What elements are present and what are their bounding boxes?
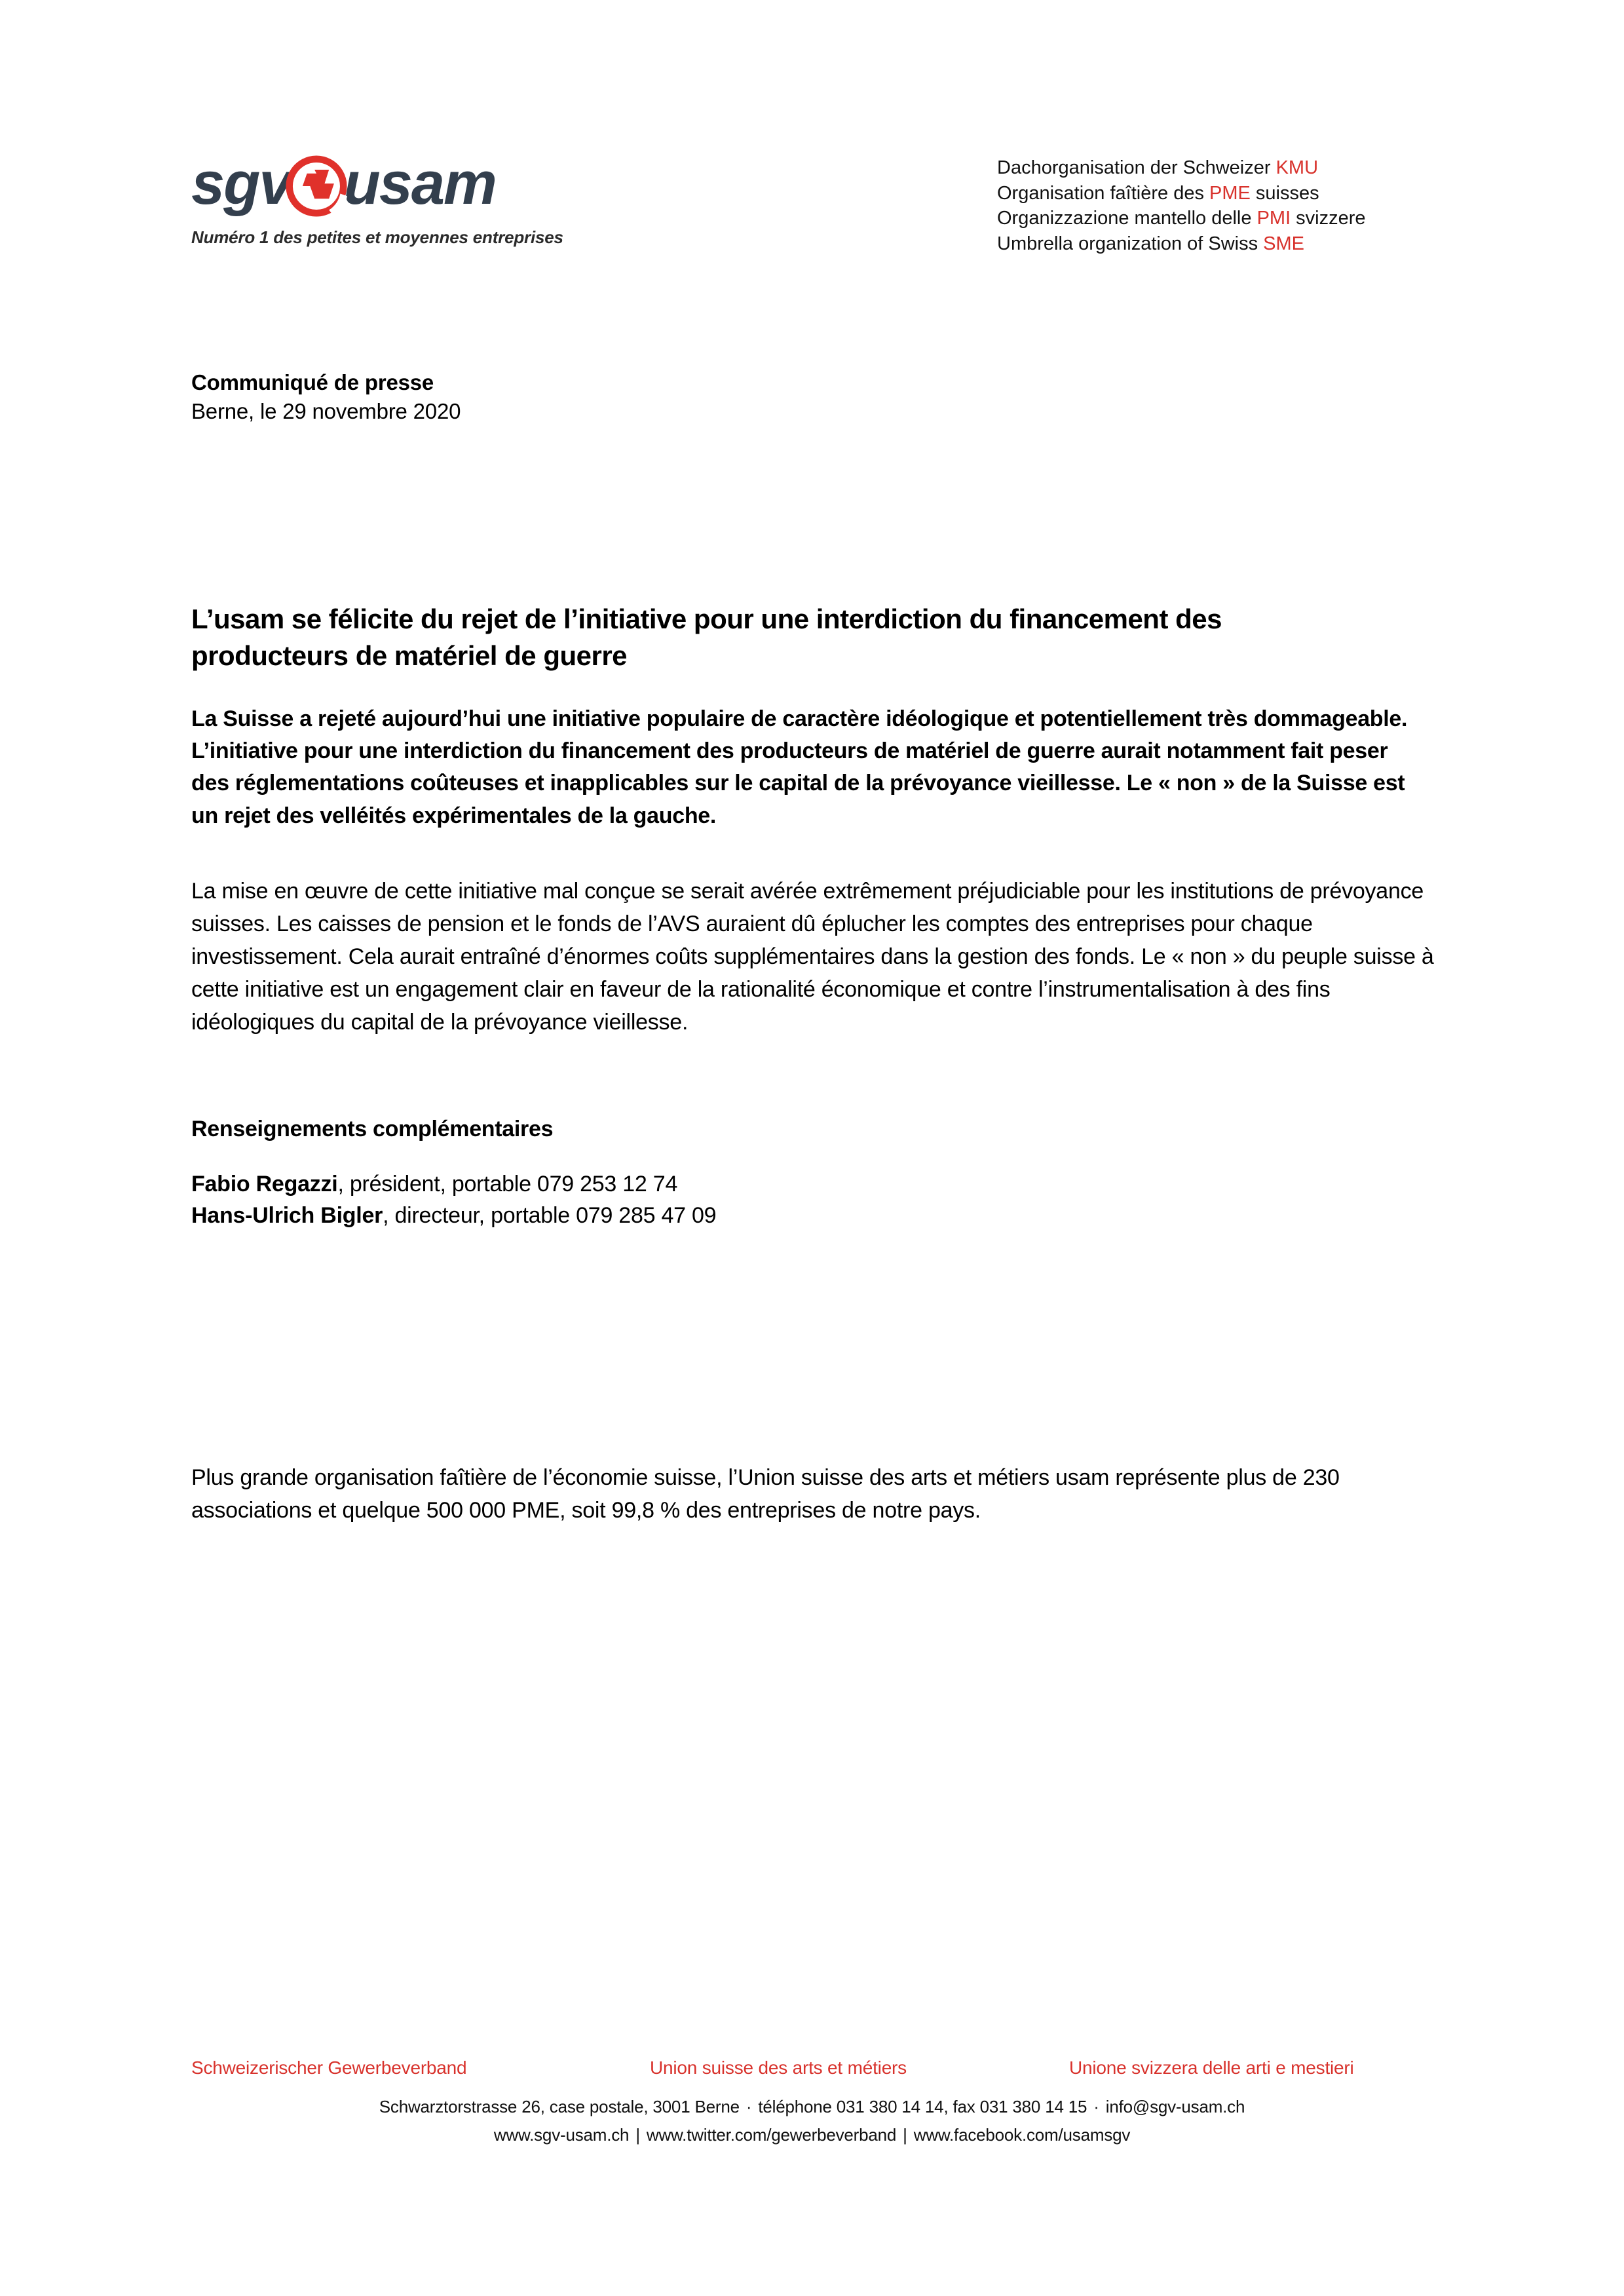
footer-link-separator: | xyxy=(635,2125,640,2145)
strapline-it-after: svizzere xyxy=(1291,208,1366,229)
strapline-it-acronym: PMI xyxy=(1256,208,1291,229)
logo-wordmark xyxy=(191,147,650,220)
document-type-label: Communiqué de presse xyxy=(191,370,434,394)
footer-phone-fax: téléphone 031 380 14 14, fax 031 380 14 15 xyxy=(758,2097,1087,2116)
swiss-cross-roundel-icon xyxy=(285,155,348,218)
language-strapline-block xyxy=(997,155,1366,256)
strapline-fr-before: Organisation faîtière des xyxy=(997,182,1210,204)
contact-section-heading: Renseignements complémentaires xyxy=(191,1116,554,1141)
organization-logo xyxy=(191,147,650,248)
lead-paragraph: La Suisse a rejeté aujourd’hui une initiative populaire de caractère idéologique et potentiellement très dommageable. L’initiative pour une interdiction du financement des producteurs de matériel de guerre aurait notamment fait peser des réglementations coûteuses et inapplicables sur le capital de la prévoyance vieillesse. Le « non » de la Suisse est un rejet des velléités expérimentales de la gauche. xyxy=(191,706,1408,828)
footer-link-facebook[interactable]: www.facebook.com/usamsgv xyxy=(913,2125,1131,2145)
contact-item xyxy=(191,1200,1436,1231)
footer-address-line xyxy=(0,2097,1624,2117)
footer-separator-dot: · xyxy=(746,2097,752,2116)
logo-text-sgv: sgv xyxy=(191,150,292,217)
footer-link-separator: | xyxy=(903,2125,907,2145)
body-paragraph: La mise en œuvre de cette initiative mal conçue se serait avérée extrêmement préjudiciable pour les institutions de prévoyance suisses. Les caisses de pension et le fonds de l’AVS auraient dû éplucher les comptes des entreprises pour chaque investissement. Cela aurait entraîné d’énormes coûts supplémentaires dans la gestion des fonds. Le « non » du peuple suisse à cette initiative est un engagement clair en faveur de la rationalité économique et contre l’instrumentalisation à des fins idéologiques du capital de la prévoyance vieillesse. xyxy=(191,878,1434,1035)
strapline-en-before: Umbrella organization of Swiss xyxy=(997,233,1264,254)
dateline: Berne, le 29 novembre 2020 xyxy=(191,399,461,423)
strapline-de-before: Dachorganisation der Schweizer xyxy=(997,157,1276,178)
footer-email[interactable]: info@sgv-usam.ch xyxy=(1105,2097,1245,2116)
strapline-fr-after: suisses xyxy=(1250,182,1319,204)
contact-details: , président, portable 079 253 12 74 xyxy=(337,1171,678,1196)
contact-list xyxy=(191,1168,1436,1232)
footer-links-line xyxy=(0,2125,1624,2145)
organization-boilerplate: Plus grande organisation faîtière de l’économie suisse, l’Union suisse des arts et métiers usam représente plus de 230 associations et quelque 500 000 PME, soit 99,8 % des entreprises de notre pays. xyxy=(191,1465,1340,1523)
document-header xyxy=(0,147,1624,265)
footer-postal-address: Schwarztorstrasse 26, case postale, 3001 Berne xyxy=(379,2097,740,2116)
strapline-fr-acronym: PME xyxy=(1209,182,1251,204)
footer-org-it: Unione svizzera delle arti e mestieri xyxy=(1069,2057,1354,2078)
strapline-en xyxy=(997,231,1366,257)
contact-item xyxy=(191,1168,1436,1200)
strapline-fr xyxy=(997,181,1366,206)
strapline-de-acronym: KMU xyxy=(1275,157,1319,178)
contact-name: Fabio Regazzi xyxy=(191,1171,338,1196)
strapline-it-before: Organizzazione mantello delle xyxy=(997,208,1257,229)
logo-text-usam: usam xyxy=(343,150,496,217)
strapline-it xyxy=(997,206,1366,231)
footer-link-website[interactable]: www.sgv-usam.ch xyxy=(493,2125,630,2145)
footer-org-de: Schweizerischer Gewerbeverband xyxy=(191,2057,467,2078)
footer-org-fr: Union suisse des arts et métiers xyxy=(650,2057,907,2078)
contact-details: , directeur, portable 079 285 47 09 xyxy=(383,1203,717,1229)
document-footer xyxy=(0,2057,1624,2145)
strapline-de xyxy=(997,155,1366,181)
strapline-en-acronym: SME xyxy=(1263,233,1305,254)
footer-separator-dot: · xyxy=(1093,2097,1099,2116)
contact-name: Hans-Ulrich Bigler xyxy=(191,1203,383,1229)
footer-link-twitter[interactable]: www.twitter.com/gewerbeverband xyxy=(646,2125,897,2145)
document-body xyxy=(191,370,1436,1550)
page-title: L’usam se félicite du rejet de l’initiative pour une interdiction du financement des producteurs de matériel de guerre xyxy=(191,603,1222,671)
logo-tagline: Numéro 1 des petites et moyennes entreprises xyxy=(191,227,563,247)
footer-organization-names xyxy=(0,2057,1624,2078)
